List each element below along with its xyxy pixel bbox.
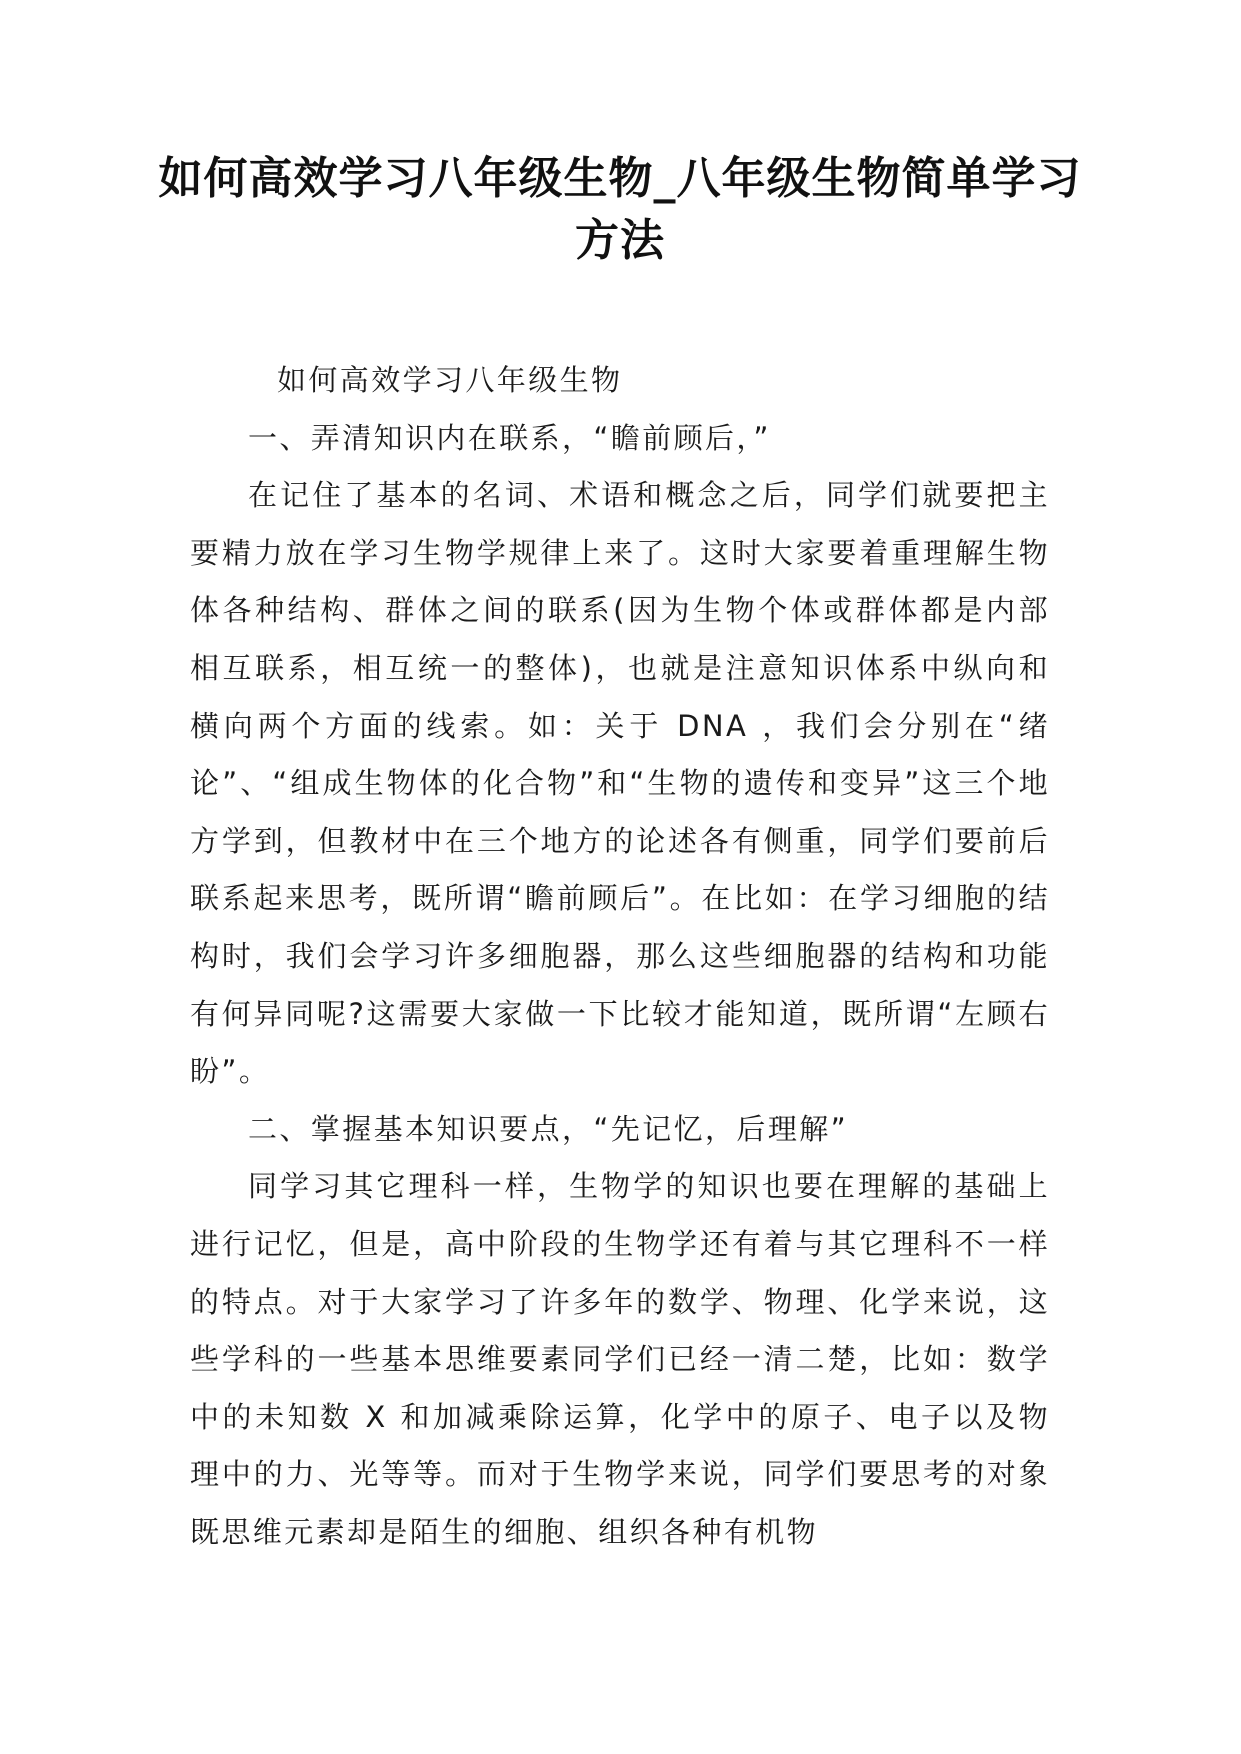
- paragraph-2: 同学习其它理科一样，生物学的知识也要在理解的基础上进行记忆，但是，高中阶段的生物学还有着与其它理科不一样的特点。对于大家学习了许多年的数学、物理、化学来说，这些学科的一些基本思维要素同学们已经一清二楚，比如：数学中的未知数 X 和加减乘除运算，化学中的原子、电子以及物理中的力、光等等。而对于生物学来说，同学们要思考的对象既思维元素却是陌生的细胞、组织各种有机物: [190, 1169, 1050, 1549]
- paragraph-1: 在记住了基本的名词、术语和概念之后，同学们就要把主要精力放在学习生物学规律上来了。这时大家要着重理解生物体各种结构、群体之间的联系(因为生物个体或群体都是内部相互联系，相互统一的整体)，也就是注意知识体系中纵向和横向两个方面的线索。如：关于 DNA ，我们会分别在“绪论”、“组成生物体的化合物”和“生物的遗传和变异”这三个地方学到，但教材中在三个地方的论述各有侧重，同学们要前后联系起来思考，既所谓“瞻前顾后”。在比如：在学习细胞的结构时，我们会学习许多细胞器，那么这些细胞器的结构和功能有何异同呢?这需要大家做一下比较才能知道，既所谓“左顾右盼”。: [190, 478, 1050, 1089]
- section-heading-2: 二、掌握基本知识要点，“先记忆，后理解”: [248, 1111, 849, 1146]
- section-heading-main: 如何高效学习八年级生物: [277, 363, 623, 397]
- document-title: 如何高效学习八年级生物_八年级生物简单学习方法: [158, 153, 1082, 266]
- document-body: [190, 352, 1050, 1561]
- section-heading-1: 一、弄清知识内在联系，“瞻前顾后，”: [248, 420, 771, 455]
